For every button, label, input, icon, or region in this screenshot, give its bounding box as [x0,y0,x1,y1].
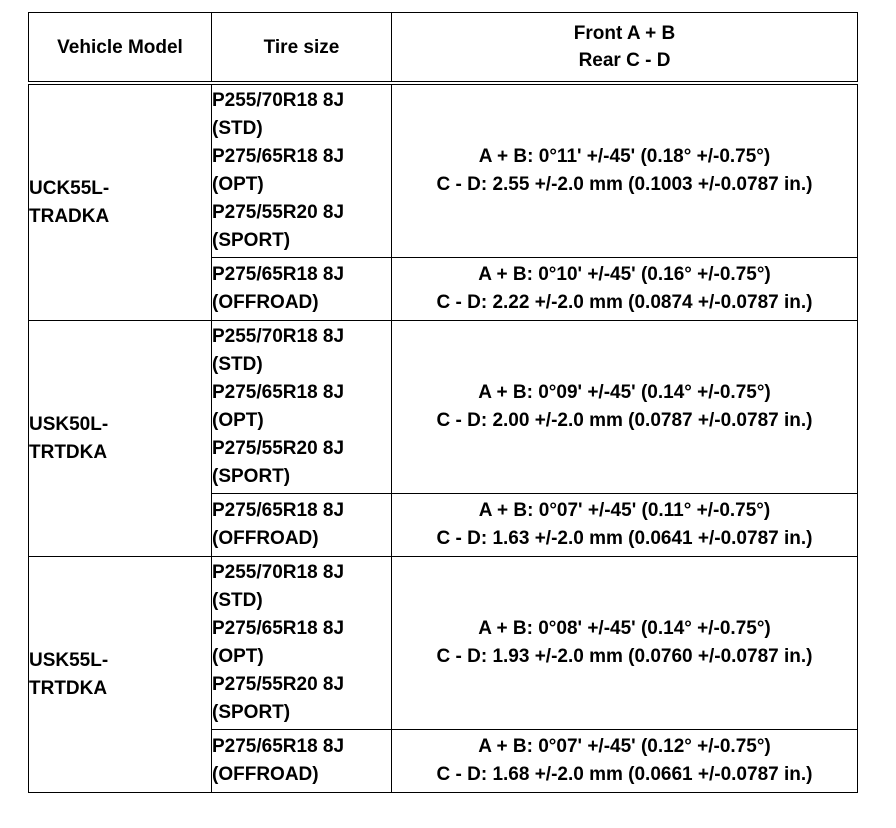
tire-size-line: P275/65R18 8J [212,146,345,167]
tire-size-cell [212,83,392,258]
tire-size-line: P275/65R18 8J [212,264,345,285]
tire-size-line: (OFFROAD) [212,292,319,313]
spec-cell [392,83,858,258]
front-spec: A + B: 0°08' +/-45' (0.14° +/-0.75°) [478,618,771,639]
header-spec [392,13,858,84]
table-row [29,557,858,730]
header-spec-rear: Rear C - D [578,50,671,71]
vehicle-model-line: TRADKA [29,205,110,227]
rear-spec: C - D: 2.55 +/-2.0 mm (0.1003 +/-0.0787 in.) [436,174,813,195]
vehicle-model-cell [29,321,212,557]
front-spec: A + B: 0°09' +/-45' (0.14° +/-0.75°) [478,382,771,403]
spec-cell [392,730,858,793]
header-tire-size: Tire size [212,13,392,84]
front-spec: A + B: 0°07' +/-45' (0.11° +/-0.75°) [478,500,771,521]
tire-size-line: P255/70R18 8J [212,562,345,583]
tire-size-line: P275/65R18 8J [212,736,345,757]
front-spec: A + B: 0°11' +/-45' (0.18° +/-0.75°) [478,146,771,167]
tire-size-line: (STD) [212,590,263,611]
tire-size-line: (OPT) [212,646,264,667]
tire-size-line: P275/55R20 8J [212,674,345,695]
tire-size-line: P255/70R18 8J [212,90,345,111]
rear-spec: C - D: 2.00 +/-2.0 mm (0.0787 +/-0.0787 in.) [436,410,813,431]
vehicle-model-line: USK55L- [29,649,109,671]
tire-size-line: (OFFROAD) [212,528,319,549]
table-row [29,83,858,258]
tire-size-line: P275/55R20 8J [212,202,345,223]
rear-spec: C - D: 1.93 +/-2.0 mm (0.0760 +/-0.0787 in.) [436,646,813,667]
tire-size-line: P275/65R18 8J [212,500,345,521]
tire-size-cell [212,557,392,730]
tire-size-line: P275/65R18 8J [212,382,345,403]
header-spec-front: Front A + B [573,23,676,44]
tire-size-cell [212,494,392,557]
toe-in-spec-table [28,12,858,793]
tire-size-line: (STD) [212,118,263,139]
tire-size-line: (SPORT) [212,702,291,723]
vehicle-model-cell [29,557,212,793]
spec-cell [392,321,858,494]
table-row [29,321,858,494]
vehicle-model-cell [29,83,212,321]
rear-spec: C - D: 1.68 +/-2.0 mm (0.0661 +/-0.0787 in.) [436,764,813,785]
vehicle-model-line: USK50L- [29,413,109,435]
spec-cell [392,557,858,730]
tire-size-cell [212,321,392,494]
rear-spec: C - D: 2.22 +/-2.0 mm (0.0874 +/-0.0787 in.) [436,292,813,313]
spec-cell [392,258,858,321]
header-row [29,13,858,84]
front-spec: A + B: 0°07' +/-45' (0.12° +/-0.75°) [478,736,771,757]
tire-size-cell [212,258,392,321]
tire-size-line: (OFFROAD) [212,764,319,785]
tire-size-line: P255/70R18 8J [212,326,345,347]
vehicle-model-line: TRTDKA [29,441,108,463]
tire-size-line: (SPORT) [212,466,291,487]
tire-size-line: P275/65R18 8J [212,618,345,639]
tire-size-line: P275/55R20 8J [212,438,345,459]
tire-size-cell [212,730,392,793]
header-vehicle-model: Vehicle Model [29,13,212,84]
tire-size-line: (OPT) [212,174,264,195]
rear-spec: C - D: 1.63 +/-2.0 mm (0.0641 +/-0.0787 in.) [436,528,813,549]
front-spec: A + B: 0°10' +/-45' (0.16° +/-0.75°) [478,264,771,285]
spec-cell [392,494,858,557]
vehicle-model-line: UCK55L- [29,177,110,199]
tire-size-line: (STD) [212,354,263,375]
tire-size-line: (OPT) [212,410,264,431]
tire-size-line: (SPORT) [212,230,291,251]
vehicle-model-line: TRTDKA [29,677,108,699]
